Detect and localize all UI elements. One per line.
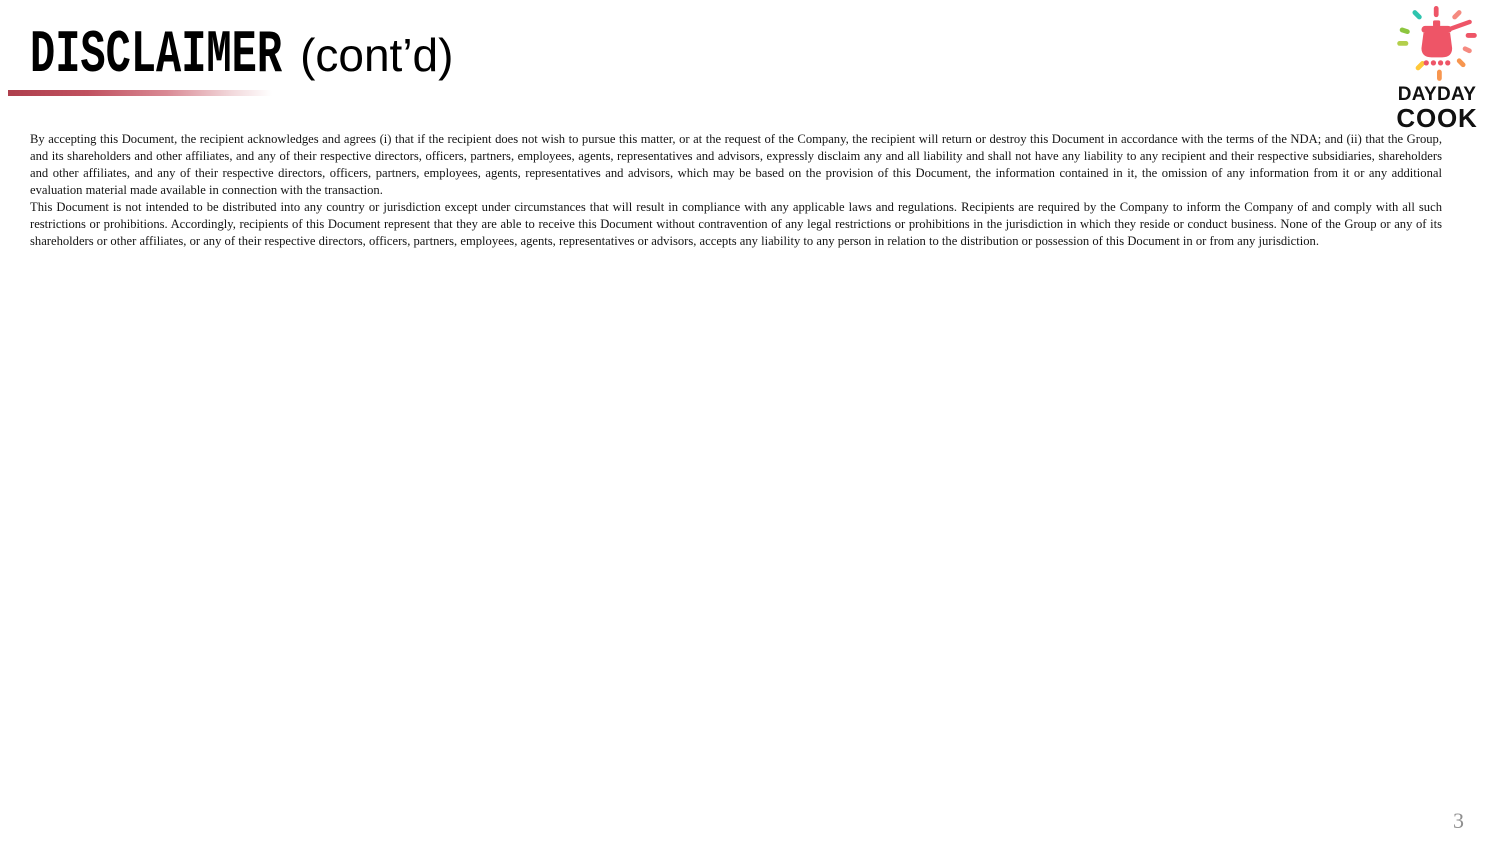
daydaycook-logo bbox=[1391, 6, 1483, 131]
title-main: DISCLAIMER bbox=[30, 22, 283, 90]
disclaimer-paragraph-2: This Document is not intended to be distributed into any country or jurisdiction except under circumstances that will result in compliance with any applicable laws and regulations. Recipients are required by the Company to inform the Company of and comply with all such restrictions or prohibitions. Accordingly, recipients of this Document represent that they are able to receive this Document without contravention of any legal restrictions or prohibitions in the jurisdiction in which they reside or conduct business. None of the Group or any of its shareholders or other affiliates, or any of their respective directors, officers, partners, employees, agents, representatives or advisors, accepts any liability to any person in relation to the distribution or possession of this Document in or from any jurisdiction. bbox=[30, 200, 1442, 248]
title-underline-rule bbox=[8, 90, 272, 96]
cooking-pot-icon bbox=[1397, 6, 1477, 84]
disclaimer-body bbox=[30, 131, 1442, 250]
page-number: 3 bbox=[1453, 808, 1464, 833]
logo-pot bbox=[1421, 20, 1469, 65]
title-suffix: (cont’d) bbox=[300, 29, 454, 81]
logo-text-dayday: DAYDAY bbox=[1397, 84, 1477, 105]
disclaimer-paragraph-1: By accepting this Document, the recipient acknowledges and agrees (i) that if the recipient does not wish to pursue this matter, or at the request of the Company, the recipient will return or destroy this Document in accordance with the terms of the NDA; and (ii) that the Group, and its shareholders and other affiliates, and any of their respective directors, officers, partners, employees, agents, representatives and advisors, expressly disclaim any and all liability and shall not have any liability to any recipient and their respective subsidiaries, shareholders and other affiliates, and any of their respective directors, officers, partners, employees, agents, representatives and advisors, which may be based on the provision of this Document, the information contained in it, the omission of any information from it or any additional evaluation material made available in connection with the transaction. bbox=[30, 132, 1442, 197]
logo-text-cook: COOK bbox=[1396, 103, 1478, 133]
page-title bbox=[30, 22, 454, 90]
